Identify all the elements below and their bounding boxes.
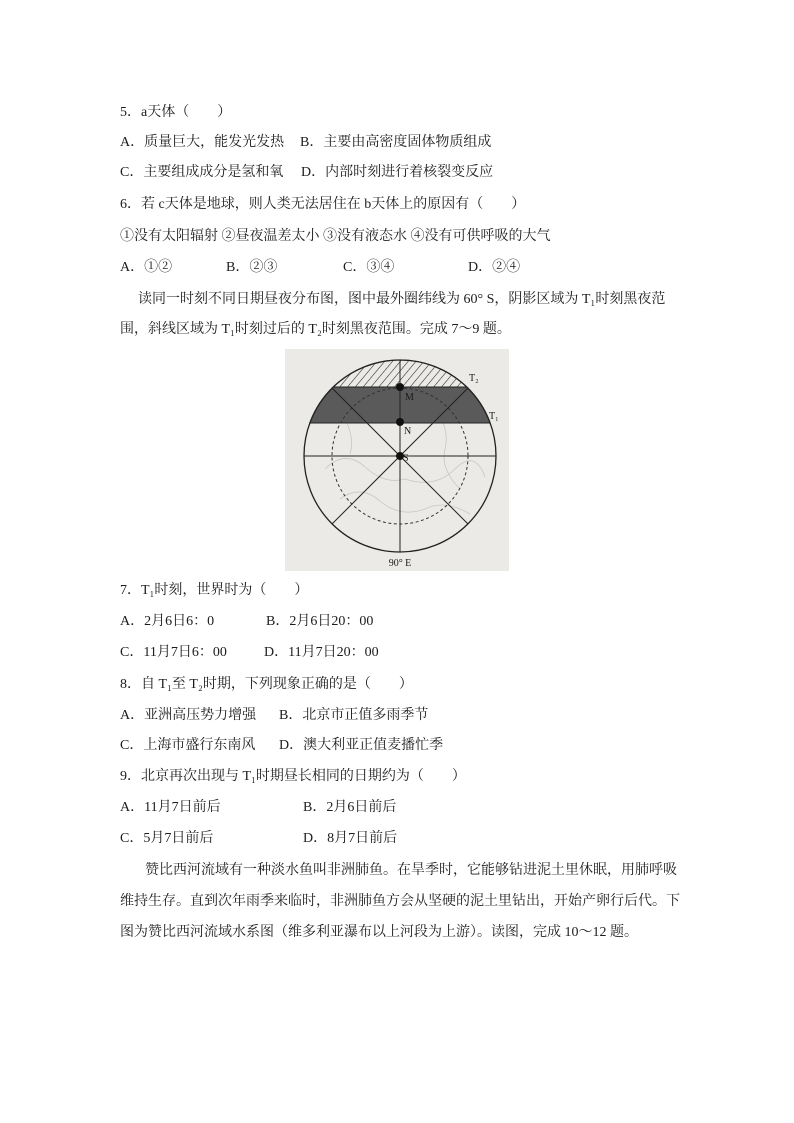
q8-option-a: A．亚洲高压势力增强 [120, 708, 257, 723]
q5-stem: 5．a天体（ ） [120, 105, 232, 120]
q8-option-b: B．北京市正值多雨季节 [279, 708, 429, 723]
q6-items: ①没有太阳辐射 ②昼夜温差太小 ③没有液态水 ④没有可供呼吸的大气 [120, 229, 551, 244]
passage2-line2: 维持生存。直到次年雨季来临时，非洲肺鱼方会从坚硬的泥土里钻出，开始产卵行后代。下 [120, 894, 680, 909]
q6-option-c: C．③④ [343, 260, 395, 275]
q8-option-c: C．上海市盛行东南风 [120, 738, 256, 753]
day-night-diagram-svg [285, 349, 509, 571]
q6-stem: 6．若 c天体是地球，则人类无法居住在 b天体上的原因有（ ） [120, 197, 526, 212]
point-n [396, 418, 404, 426]
label-90e: 90° E [388, 558, 412, 569]
q9-option-a: A．11月7日前后 [120, 800, 221, 815]
q6-option-a: A．①② [120, 260, 173, 275]
q7-option-c: C．11月7日6：00 [120, 645, 227, 660]
label-t1: T₁ [489, 411, 499, 422]
q5-option-a: A．质量巨大，能发光发热 [120, 135, 285, 150]
q5-option-d: D．内部时刻进行着核裂变反应 [301, 165, 494, 180]
point-m [396, 383, 404, 391]
passage1-line1: 读同一时刻不同日期昼夜分布图，图中最外圈纬线为 60° S，阴影区域为 T₁时刻黑夜范 [138, 292, 666, 307]
label-t2: T₂ [469, 373, 479, 384]
label-n: N [404, 426, 412, 437]
passage2-line1: 赞比西河流域有一种淡水鱼叫非洲肺鱼。在旱季时，它能够钻进泥土里休眠，用肺呼吸 [145, 863, 677, 878]
q5-option-b: B．主要由高密度固体物质组成 [300, 135, 492, 150]
q7-option-d: D．11月7日20：00 [264, 645, 379, 660]
q7-stem: 7．T₁时刻，世界时为（ ） [120, 583, 309, 598]
q7-option-a: A．2月6日6：0 [120, 614, 215, 629]
passage1-line2: 围，斜线区域为 T₁时刻过后的 T₂时刻黑夜范围。完成 7～9 题。 [120, 322, 511, 337]
label-s: S [403, 453, 409, 464]
q8-option-d: D．澳大利亚正值麦播忙季 [279, 738, 444, 753]
q8-stem: 8．自 T₁至 T₂时期，下列现象正确的是（ ） [120, 677, 413, 692]
q7-option-b: B．2月6日20：00 [266, 614, 374, 629]
passage2-line3: 图为赞比西河流域水系图（维多利亚瀑布以上河段为上游）。读图，完成 10～12 题。 [120, 925, 638, 940]
q9-option-d: D．8月7日前后 [303, 831, 398, 846]
q9-option-c: C．5月7日前后 [120, 831, 214, 846]
q5-option-c: C．主要组成成分是氢和氧 [120, 165, 284, 180]
q9-option-b: B．2月6日前后 [303, 800, 397, 815]
q6-option-d: D．②④ [468, 260, 521, 275]
day-night-diagram [285, 349, 509, 571]
q9-stem: 9．北京再次出现与 T₁时期昼长相同的日期约为（ ） [120, 769, 466, 784]
label-m: M [405, 392, 414, 403]
q6-option-b: B．②③ [226, 260, 278, 275]
